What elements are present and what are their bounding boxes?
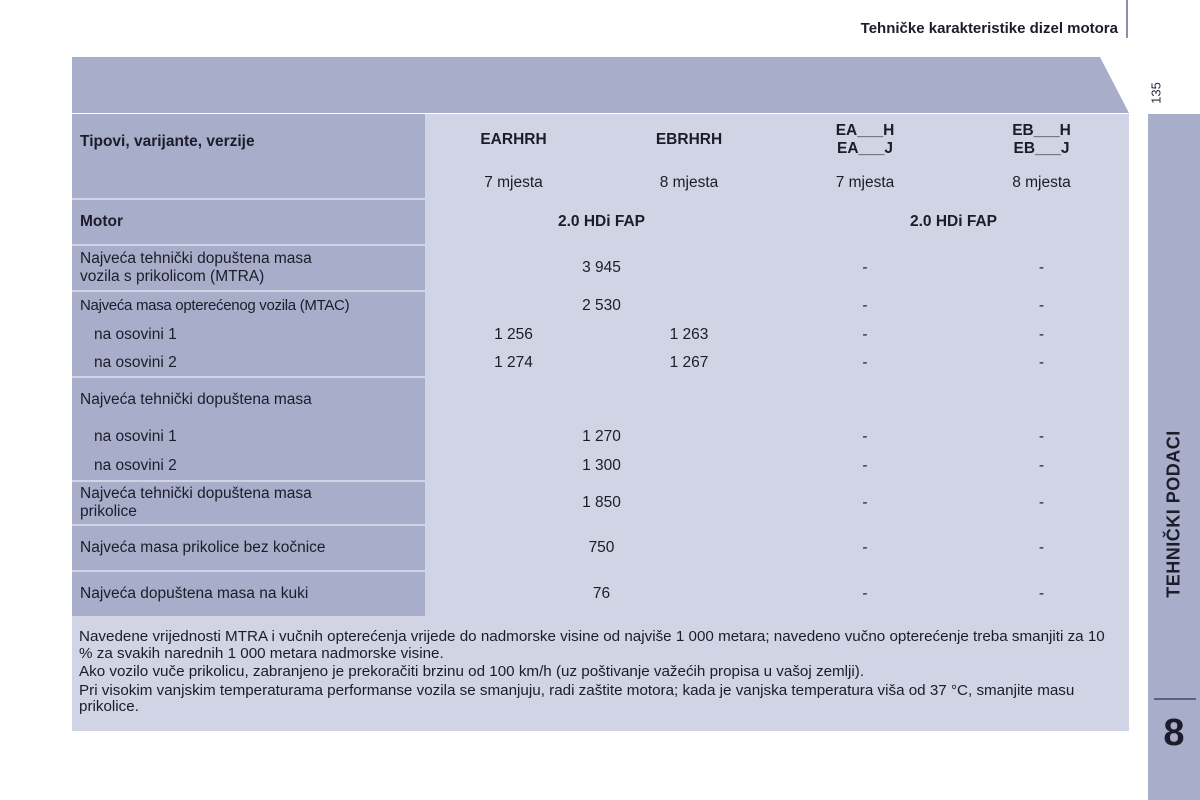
trailer-mass-eb: - <box>954 482 1129 524</box>
motor-engine-b: 2.0 HDi FAP <box>778 200 1129 244</box>
note-altitude: Navedene vrijednosti MTRA i vučnih opterećenja vrijede do nadmorske visine od najviše 1 000 metara; navedeno vučno opterećenje treba smanjiti za 10 % za svakih narednih 1 000 metara nadmorske visine. <box>79 628 1105 662</box>
mtra-value: 3 945 <box>427 246 776 290</box>
mtac-axle2-eb: - <box>954 349 1129 376</box>
variant-seats-2: 8 mjesta <box>602 168 776 198</box>
variant-code-2: EBRHRH <box>602 114 776 166</box>
variant-code-3-line1: EA___H <box>835 122 895 139</box>
mtac-eb: - <box>954 292 1129 320</box>
mtac-axle1-ea: - <box>778 320 952 349</box>
tech-axle1-eb: - <box>954 422 1129 452</box>
tech-axle2-eb: - <box>954 452 1129 480</box>
unbraked-trailer-ea: - <box>778 526 952 570</box>
variant-seats-1: 7 mjesta <box>427 168 600 198</box>
variant-code-3-line2: EA___J <box>836 140 893 157</box>
variant-seats-3: 7 mjesta <box>778 168 952 198</box>
tech-axle2-ea: - <box>778 452 952 480</box>
header-divider <box>1126 0 1128 38</box>
variant-code-4 <box>954 114 1129 166</box>
trailer-mass-label: Najveća tehnički dopuštena masa prikolice <box>72 482 425 524</box>
note-temperature: Pri visokim vanjskim temperaturama performanse vozila se smanjuju, radi zaštite motora; kada je vanjska temperatura viša od 37 °C, smanjite masu prikolice. <box>79 681 1075 715</box>
trailer-mass-value: 1 850 <box>427 482 776 524</box>
mtac-ea: - <box>778 292 952 320</box>
section-header-band <box>72 57 1129 113</box>
mtac-value: 2 530 <box>427 292 776 320</box>
mtac-axle1-b: 1 263 <box>602 320 776 349</box>
mtac-axle2-b: 1 267 <box>602 349 776 376</box>
mtac-axle2-a: 1 274 <box>427 349 600 376</box>
mtac-axle1-eb: - <box>954 320 1129 349</box>
table-title-label: Tipovi, varijante, verzije <box>72 114 425 198</box>
page-header-title: Tehničke karakteristike dizel motora <box>860 20 1118 37</box>
motor-label: Motor <box>72 200 425 244</box>
tech-axle2-label: na osovini 2 <box>72 452 425 480</box>
unbraked-trailer-label: Najveća masa prikolice bez kočnice <box>72 526 425 570</box>
mtra-eb: - <box>954 246 1129 290</box>
variant-code-3 <box>778 114 952 166</box>
mtac-label: Najveća masa opterećenog vozila (MTAC) <box>72 292 425 320</box>
tech-mass-label: Najveća tehnički dopuštena masa <box>72 378 425 422</box>
note-speed: Ako vozilo vuče prikolicu, zabranjeno je prekoračiti brzinu od 100 km/h (uz poštivanje važećih propisa u vašoj zemlji). <box>79 663 865 680</box>
mtra-ea: - <box>778 246 952 290</box>
tech-axle2-value: 1 300 <box>427 452 776 480</box>
chapter-side-tab <box>1148 114 1200 800</box>
chapter-tab-divider <box>1154 698 1196 700</box>
variant-code-1: EARHRH <box>427 114 600 166</box>
chapter-tab-label: TEHNIČKI PODACI <box>1163 430 1184 598</box>
variant-code-4-line2: EB___J <box>1013 140 1070 157</box>
variant-code-4-line1: EB___H <box>1012 122 1071 139</box>
unbraked-trailer-eb: - <box>954 526 1129 570</box>
notes-block <box>79 629 1121 718</box>
tech-blank <box>427 378 776 422</box>
chapter-number: 8 <box>1163 712 1185 754</box>
tech-axle1-ea: - <box>778 422 952 452</box>
mtac-axle1-a: 1 256 <box>427 320 600 349</box>
mtac-axle2-ea: - <box>778 349 952 376</box>
hitch-mass-ea: - <box>778 572 952 616</box>
hitch-mass-value: 76 <box>427 572 776 616</box>
trailer-mass-ea: - <box>778 482 952 524</box>
unbraked-trailer-value: 750 <box>427 526 776 570</box>
mtra-label: Najveća tehnički dopuštena masa vozila s prikolicom (MTRA) <box>72 246 425 290</box>
hitch-mass-eb: - <box>954 572 1129 616</box>
tech-axle1-value: 1 270 <box>427 422 776 452</box>
variant-seats-4: 8 mjesta <box>954 168 1129 198</box>
tech-axle1-label: na osovini 1 <box>72 422 425 452</box>
page-number: 135 <box>1148 82 1164 104</box>
mtac-axle1-label: na osovini 1 <box>72 320 425 349</box>
motor-engine-a: 2.0 HDi FAP <box>427 200 776 244</box>
mtac-axle2-label: na osovini 2 <box>72 349 425 376</box>
hitch-mass-label: Najveća dopuštena masa na kuki <box>72 572 425 616</box>
